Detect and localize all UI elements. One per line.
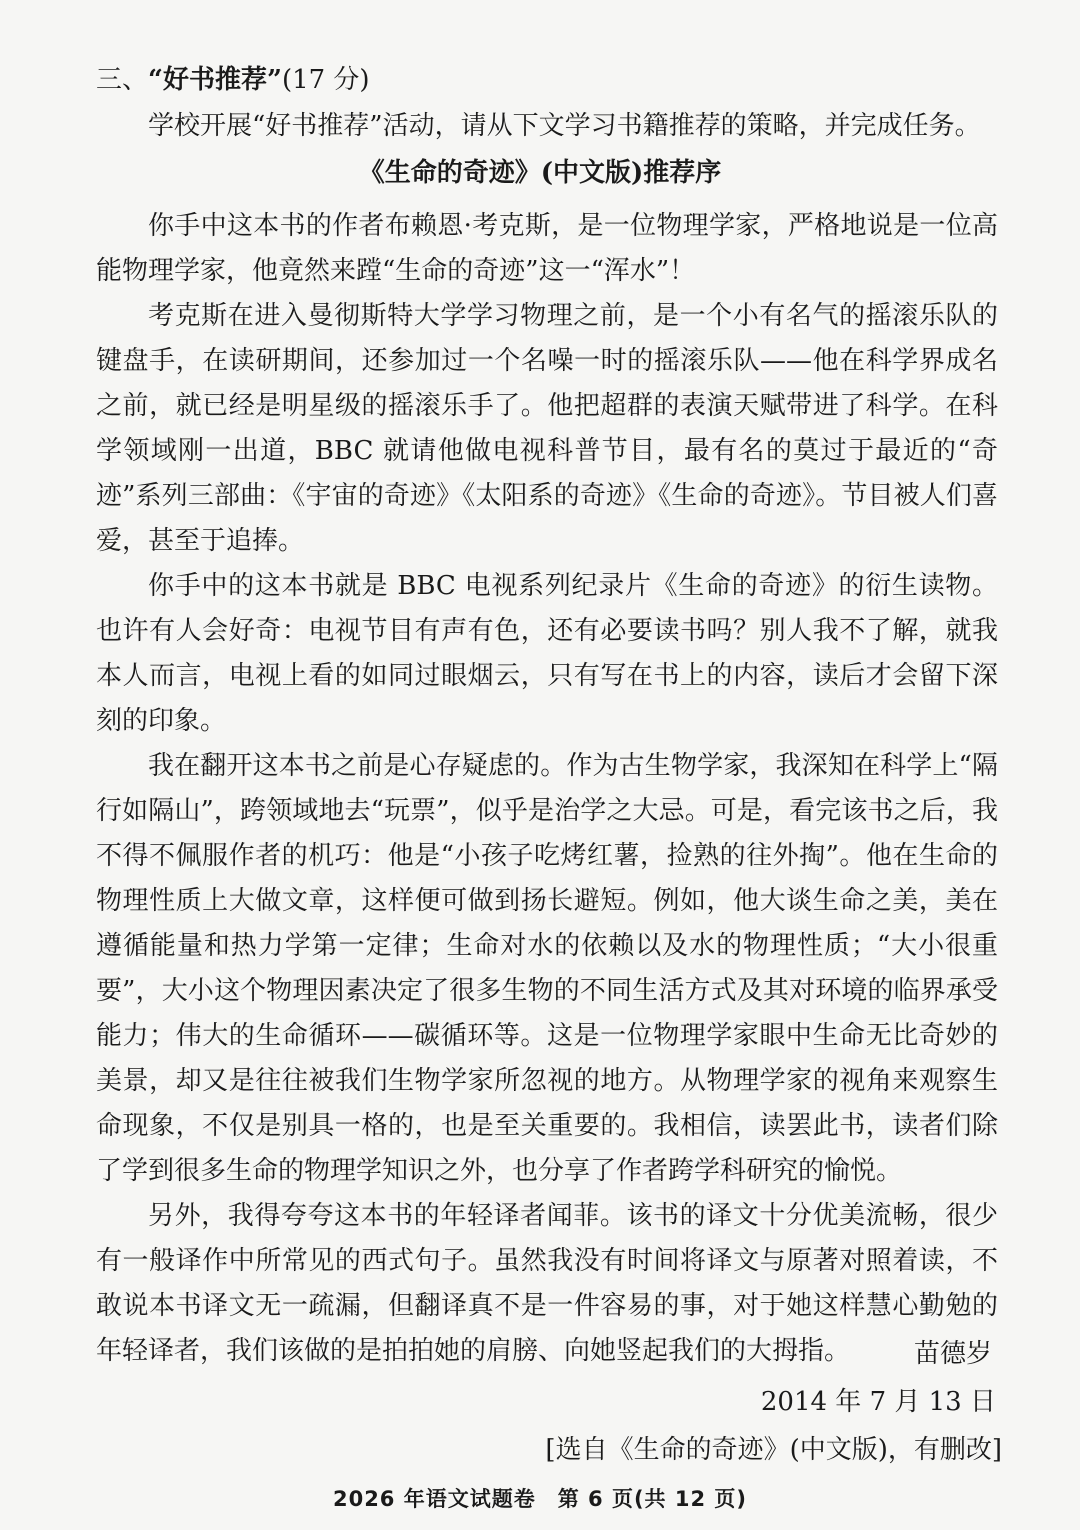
article-source: [选自《生命的奇迹》(中文版)，有删改] (545, 1435, 1002, 1465)
paragraph-3: 你手中的这本书就是 BBC 电视系列纪录片《生命的奇迹》的衍生读物。也许有人会好奇：电视节目有声有色，还有必要读书吗？别人我不了解，就我本人而言，电视上看的如同过眼烟云，只有写在书上的内容，读后才会留下深刻的印象。 (96, 571, 998, 736)
section-instruction: 学校开展“好书推荐”活动，请从下文学习书籍推荐的策略，并完成任务。 (148, 111, 981, 141)
paragraph-5: 另外，我得夸夸这本书的年轻译者闻菲。该书的译文十分优美流畅，很少有一般译作中所常见的西式句子。虽然我没有时间将译文与原著对照着读，不敢说本书译文无一疏漏，但翻译真不是一件容易的事，对于她这样慧心勤勉的年轻译者，我们该做的是拍拍她的肩膀、向她竖起我们的大拇指。 (96, 1201, 998, 1366)
paragraph-1: 你手中这本书的作者布赖恩·考克斯，是一位物理学家，严格地说是一位高能物理学家，他竟然来蹚“生命的奇迹”这一“浑水”！ (96, 211, 998, 286)
section-title: “好书推荐” (148, 65, 282, 95)
article-author: 苗德岁 (913, 1339, 992, 1369)
article-body (96, 204, 998, 1374)
article-title: 《生命的奇迹》(中文版)推荐序 (358, 158, 722, 188)
article-date: 2014 年 7 月 13 日 (760, 1387, 996, 1417)
section-number: 三、 (96, 65, 149, 95)
paragraph-2: 考克斯在进入曼彻斯特大学学习物理之前，是一个小有名气的摇滚乐队的键盘手，在读研期间，还参加过一个名噪一时的摇滚乐队——他在科学界成名之前，就已经是明星级的摇滚乐手了。他把超群的表演天赋带进了科学。在科学领域刚一出道，BBC 就请他做电视科普节目，最有名的莫过于最近的“奇迹”系列三部曲：《宇宙的奇迹》《太阳系的奇迹》《生命的奇迹》。节目被人们喜爱，甚至于追捧。 (96, 301, 998, 556)
paragraph-4: 我在翻开这本书之前是心存疑虑的。作为古生物学家，我深知在科学上“隔行如隔山”，跨领域地去“玩票”，似乎是治学之大忌。可是，看完该书之后，我不得不佩服作者的机巧：他是“小孩子吃烤红薯，捡熟的往外掏”。他在生命的物理性质上大做文章，这样便可做到扬长避短。例如，他大谈生命之美，美在遵循能量和热力学第一定律；生命对水的依赖以及水的物理性质；“大小很重要”，大小这个物理因素决定了很多生物的不同生活方式及其对环境的临界承受能力；伟大的生命循环——碳循环等。这是一位物理学家眼中生命无比奇妙的美景，却又是往往被我们生物学家所忽视的地方。从物理学家的视角来观察生命现象，不仅是别具一格的，也是至关重要的。我相信，读罢此书，读者们除了学到很多生命的物理学知识之外，也分享了作者跨学科研究的愉悦。 (96, 751, 998, 1186)
section-heading (96, 62, 370, 98)
section-points: (17 分) (281, 65, 370, 95)
page-footer: 2026 年语文试题卷 第 6 页(共 12 页) (332, 1487, 748, 1511)
